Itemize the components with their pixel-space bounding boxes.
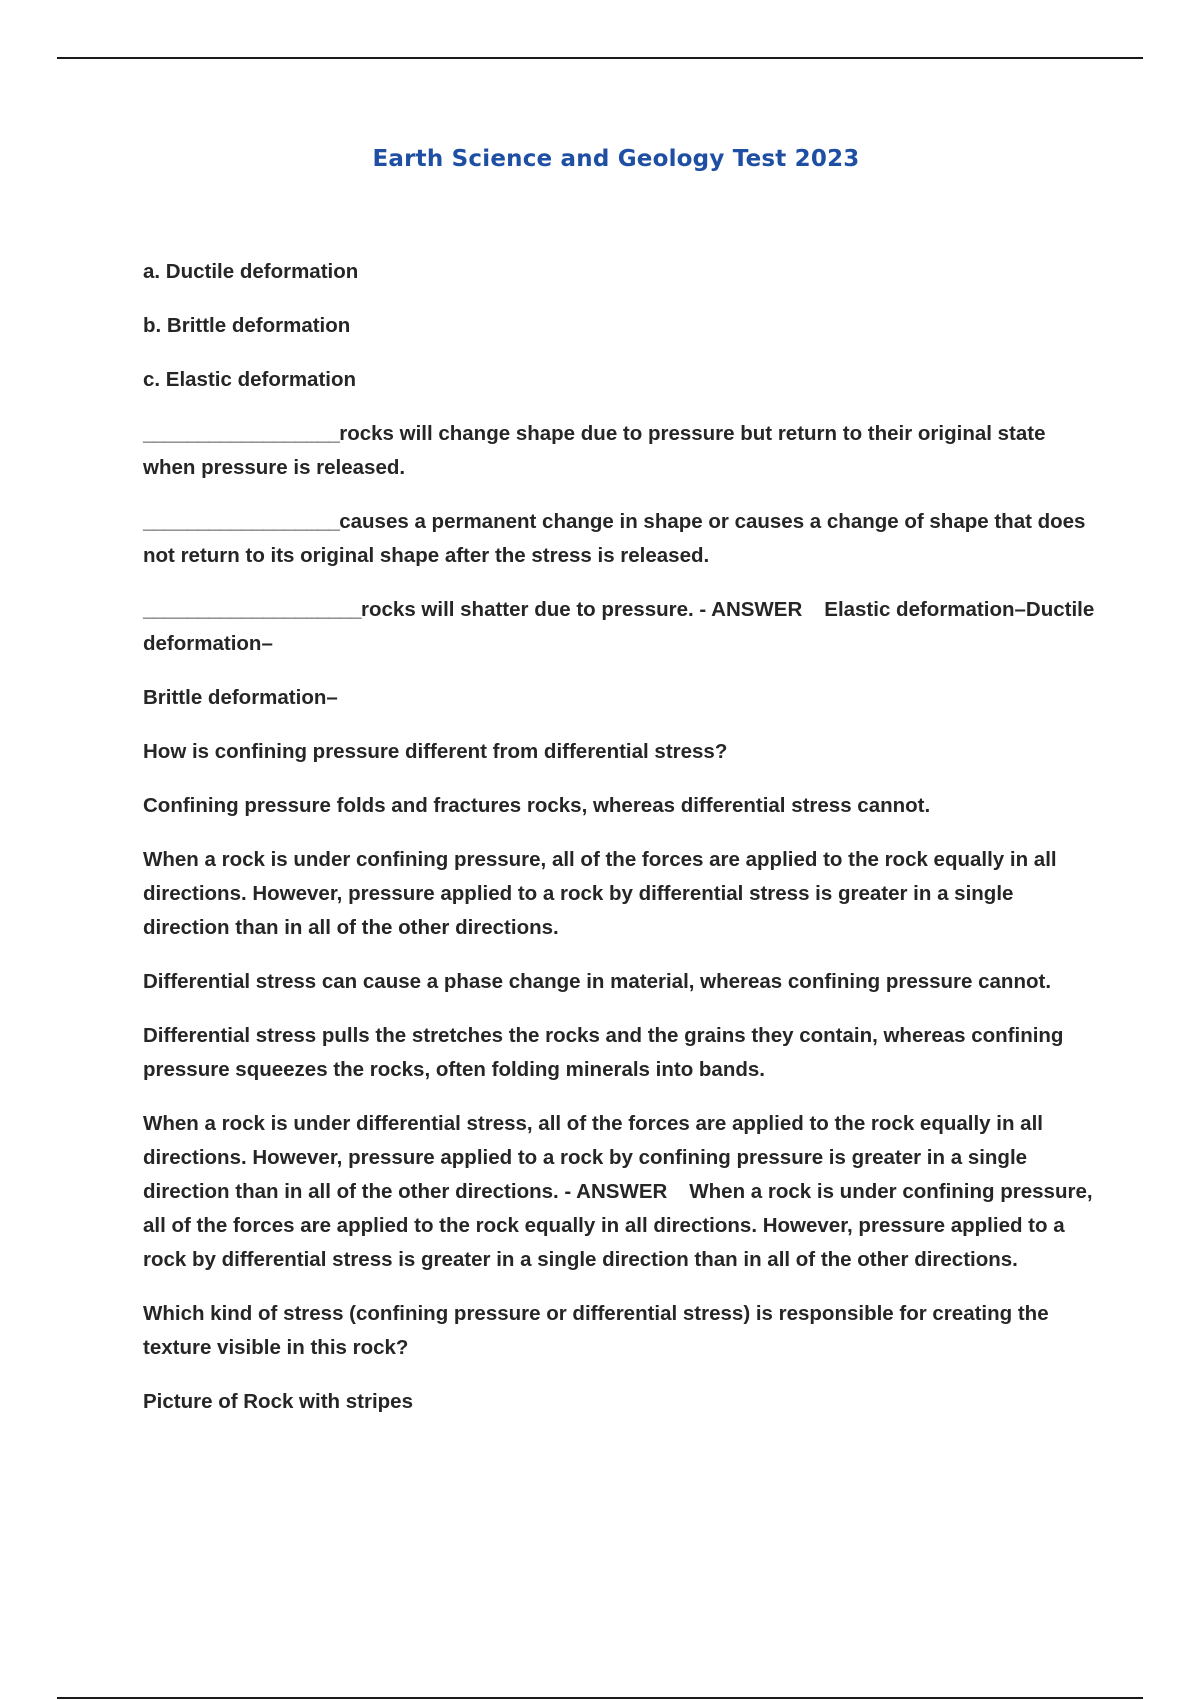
question-confining-pressure: How is confining pressure different from differential stress? xyxy=(143,740,728,763)
question-text: causes a permanent change in shape or causes a change of shape that does not return to its original shape after the stress is released. xyxy=(143,510,1086,567)
choice-1: Confining pressure folds and fractures rocks, whereas differential stress cannot. xyxy=(143,794,931,817)
choice-3: Differential stress can cause a phase change in material, whereas confining pressure cannot. xyxy=(143,970,1052,993)
blank-line: __________________ xyxy=(143,510,340,533)
option-a: a. Ductile deformation xyxy=(143,260,359,283)
picture-caption: Picture of Rock with stripes xyxy=(143,1390,413,1413)
brittle-deformation-line: Brittle deformation– xyxy=(143,686,338,709)
option-c: c. Elastic deformation xyxy=(143,368,357,391)
answer-text: Elastic deformation–Ductile deformation– xyxy=(143,598,1095,655)
blank-line: __________________ xyxy=(143,422,340,445)
choice-text: When a rock is under differential stress, all of the forces are applied to the rock equally in all directions. However, pressure applied to a rock by confining pressure is greater in a single direction than in all of the other directions. - ANSWER xyxy=(143,1112,1043,1203)
choice-5-with-answer xyxy=(143,1107,1101,1277)
question-rock-texture: Which kind of stress (confining pressure or differential stress) is responsible for creating the texture visible in this rock? xyxy=(143,1302,1049,1359)
question-text: rocks will shatter due to pressure. - ANSWER xyxy=(361,598,803,621)
option-b: b. Brittle deformation xyxy=(143,314,351,337)
document-title: Earth Science and Geology Test 2023 xyxy=(372,146,860,172)
bottom-rule xyxy=(57,1697,1143,1699)
fill-in-question-1 xyxy=(143,417,1101,485)
choice-4: Differential stress pulls the stretches the rocks and the grains they contain, whereas confining pressure squeezes the rocks, often folding minerals into bands. xyxy=(143,1024,1064,1081)
question-text: rocks will change shape due to pressure but return to their original state when pressure is released. xyxy=(143,422,1046,479)
document-body xyxy=(143,255,1101,1439)
blank-line: ____________________ xyxy=(143,598,362,621)
fill-in-question-3 xyxy=(143,593,1101,661)
answer-text: When a rock is under confining pressure, all of the forces are applied to the rock equally in all directions. However, pressure applied to a rock by differential stress is greater in a single direction than in all of the other directions. xyxy=(143,1180,1093,1271)
choice-2: When a rock is under confining pressure, all of the forces are applied to the rock equally in all directions. However, pressure applied to a rock by differential stress is greater in a single direction than in all of the other directions. xyxy=(143,848,1057,939)
fill-in-question-2 xyxy=(143,505,1101,573)
top-rule xyxy=(57,57,1143,59)
